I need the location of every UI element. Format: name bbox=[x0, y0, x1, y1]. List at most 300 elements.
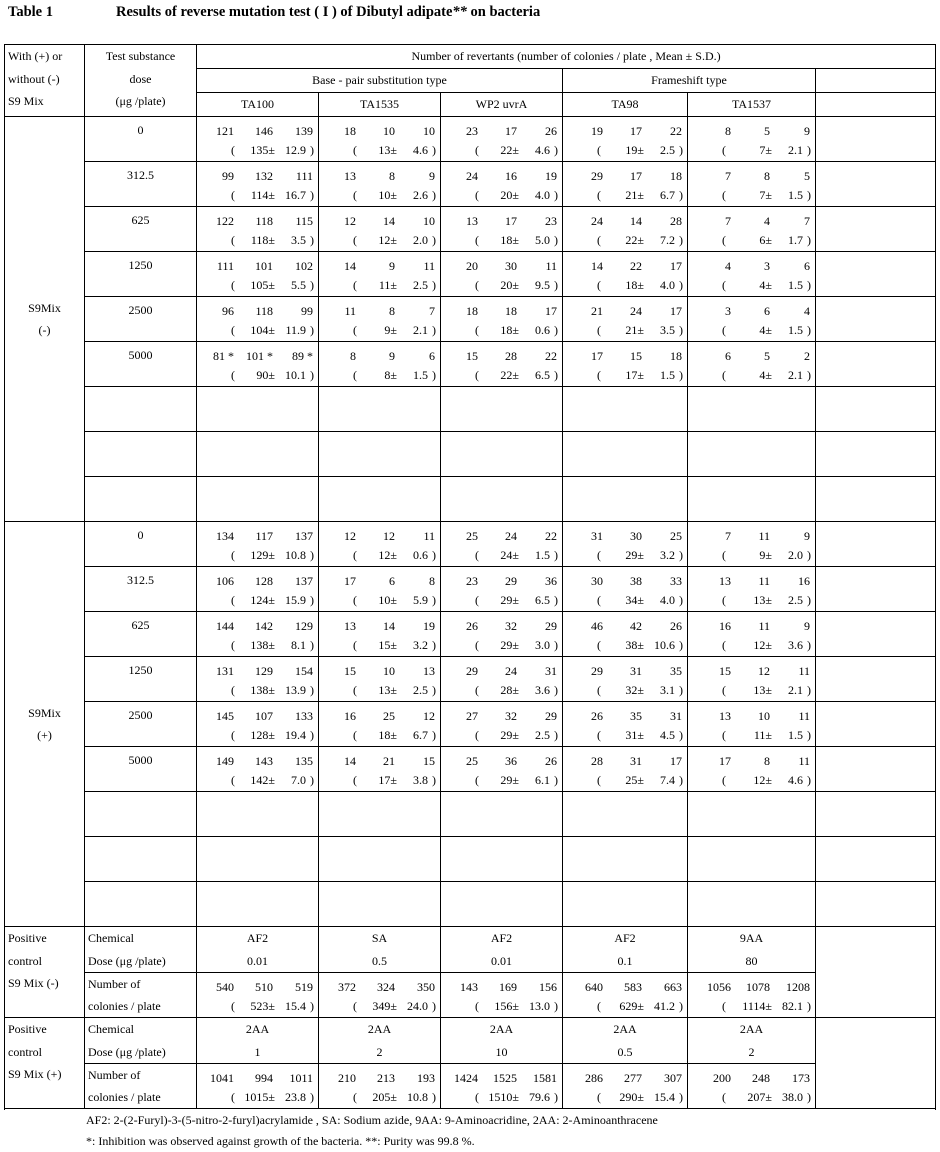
mean-sd bbox=[708, 142, 803, 158]
plate-count: 8 bbox=[429, 574, 435, 588]
result-cell bbox=[319, 297, 441, 342]
plate-count: 6 bbox=[725, 349, 731, 363]
plate-count: 31 bbox=[630, 754, 642, 768]
pc-chemical: AF2 bbox=[441, 927, 563, 950]
plus-minus: ± bbox=[268, 999, 278, 1013]
plus-minus: ± bbox=[390, 143, 400, 157]
mean-value: 7 bbox=[759, 188, 766, 202]
sd-value: 3.6 bbox=[788, 638, 803, 652]
plate-count: 99 bbox=[222, 169, 234, 183]
plus-minus: ± bbox=[512, 548, 522, 562]
mean-sd bbox=[333, 142, 428, 158]
close-paren: ) bbox=[310, 143, 314, 157]
mean-value: 18 bbox=[625, 278, 638, 292]
open-paren: ( bbox=[475, 188, 479, 202]
plus-minus: ± bbox=[765, 773, 775, 787]
plus-minus: ± bbox=[390, 188, 400, 202]
empty-cell bbox=[816, 207, 936, 252]
s9-header: With (+) or without (-) S9 Mix bbox=[5, 45, 85, 117]
empty-cell bbox=[816, 792, 936, 837]
mean-sd bbox=[455, 592, 550, 608]
close-paren: ) bbox=[432, 188, 436, 202]
plate-count: 29 bbox=[591, 664, 603, 678]
sd-value: 10.8 bbox=[285, 548, 306, 562]
dose-cell: 5000 bbox=[85, 342, 197, 387]
table-row bbox=[5, 612, 936, 657]
close-paren: ) bbox=[310, 683, 314, 697]
open-paren: ( bbox=[353, 188, 357, 202]
result-cell bbox=[319, 252, 441, 297]
table-title bbox=[8, 4, 540, 21]
plate-count: 30 bbox=[505, 259, 517, 273]
plate-count: 307 bbox=[664, 1071, 682, 1085]
mean-sd bbox=[333, 322, 428, 338]
pc-label-line: control bbox=[8, 1044, 42, 1059]
mean-sd bbox=[708, 998, 803, 1014]
mean-sd bbox=[333, 187, 428, 203]
result-cell bbox=[563, 342, 688, 387]
mean-sd bbox=[211, 682, 306, 698]
dose-cell: 5000 bbox=[85, 747, 197, 792]
open-paren: ( bbox=[231, 999, 235, 1013]
plus-minus: ± bbox=[637, 233, 647, 247]
mean-sd bbox=[211, 187, 306, 203]
close-paren: ) bbox=[807, 728, 811, 742]
sd-value: 10.1 bbox=[285, 368, 306, 382]
close-paren: ) bbox=[679, 728, 683, 742]
open-paren: ( bbox=[231, 188, 235, 202]
result-cell bbox=[563, 477, 688, 522]
close-paren: ) bbox=[554, 278, 558, 292]
footnotes bbox=[86, 1110, 658, 1152]
dose-cell bbox=[85, 792, 197, 837]
table-row bbox=[5, 657, 936, 702]
pc-result-cell bbox=[563, 1064, 688, 1109]
empty-cell bbox=[816, 522, 936, 567]
mean-sd bbox=[333, 772, 428, 788]
result-cell bbox=[197, 657, 319, 702]
close-paren: ) bbox=[679, 323, 683, 337]
mean-sd bbox=[211, 322, 306, 338]
result-cell bbox=[319, 207, 441, 252]
result-cell bbox=[441, 837, 563, 882]
result-cell bbox=[441, 297, 563, 342]
plate-count: 210 bbox=[338, 1071, 356, 1085]
sd-value: 12.9 bbox=[285, 143, 306, 157]
plus-minus: ± bbox=[637, 1090, 647, 1104]
sd-value: 0.6 bbox=[535, 323, 550, 337]
mean-sd bbox=[333, 727, 428, 743]
sd-value: 24.0 bbox=[407, 999, 428, 1013]
plate-count: 36 bbox=[545, 574, 557, 588]
mean-value: 523 bbox=[250, 999, 269, 1013]
dose-cell bbox=[85, 387, 197, 432]
pc-dose: 0.01 bbox=[197, 950, 319, 973]
sd-value: 38.0 bbox=[782, 1090, 803, 1104]
table-row bbox=[5, 162, 936, 207]
plate-count: 4 bbox=[725, 259, 731, 273]
plus-minus: ± bbox=[637, 593, 647, 607]
mean-value: 105 bbox=[250, 278, 269, 292]
mean-sd bbox=[333, 592, 428, 608]
plate-count: 23 bbox=[466, 574, 478, 588]
mean-value: 12 bbox=[378, 548, 391, 562]
plate-count: 9 bbox=[804, 619, 810, 633]
mean-sd bbox=[580, 232, 675, 248]
empty-cell bbox=[816, 882, 936, 927]
s9-group-label bbox=[5, 117, 85, 522]
plate-count: 24 bbox=[505, 529, 517, 543]
plate-count: 29 bbox=[591, 169, 603, 183]
mean-value: 9 bbox=[384, 323, 391, 337]
plate-count: 144 bbox=[216, 619, 234, 633]
close-paren: ) bbox=[554, 188, 558, 202]
open-paren: ( bbox=[597, 728, 601, 742]
plate-count: 6 bbox=[389, 574, 395, 588]
mean-sd bbox=[580, 682, 675, 698]
open-paren: ( bbox=[597, 683, 601, 697]
close-paren: ) bbox=[807, 278, 811, 292]
close-paren: ) bbox=[807, 143, 811, 157]
result-cell bbox=[197, 882, 319, 927]
result-cell bbox=[563, 387, 688, 432]
result-cell bbox=[563, 612, 688, 657]
footnote-asterisks: *: Inhibition was observed against growth of the bacteria. **: Purity was 99.8 %. bbox=[86, 1134, 475, 1148]
close-paren: ) bbox=[807, 548, 811, 562]
dose-cell bbox=[85, 477, 197, 522]
plus-minus: ± bbox=[512, 683, 522, 697]
sd-value: 4.5 bbox=[660, 728, 675, 742]
open-paren: ( bbox=[722, 548, 726, 562]
pc-colonies-row bbox=[5, 1064, 936, 1109]
pc-result-cell bbox=[197, 973, 319, 1018]
pc-chemical: 2AA bbox=[319, 1018, 441, 1041]
open-paren: ( bbox=[722, 323, 726, 337]
close-paren: ) bbox=[679, 278, 683, 292]
open-paren: ( bbox=[597, 638, 601, 652]
empty-cell bbox=[816, 927, 936, 1018]
mean-sd bbox=[708, 727, 803, 743]
plate-count: 111 bbox=[216, 259, 234, 273]
mean-value: 17 bbox=[625, 368, 638, 382]
open-paren: ( bbox=[353, 368, 357, 382]
sd-value: 2.0 bbox=[788, 548, 803, 562]
plate-count: 26 bbox=[545, 754, 557, 768]
mean-value: 29 bbox=[500, 773, 513, 787]
open-paren: ( bbox=[597, 548, 601, 562]
plate-count: 8 bbox=[389, 169, 395, 183]
mean-sd bbox=[211, 142, 306, 158]
plate-count: 2 bbox=[804, 349, 810, 363]
plate-count: 117 bbox=[255, 529, 273, 543]
mean-value: 22 bbox=[500, 143, 513, 157]
result-cell bbox=[197, 747, 319, 792]
result-cell bbox=[197, 567, 319, 612]
sd-value: 11.9 bbox=[285, 323, 306, 337]
plate-count: 30 bbox=[591, 574, 603, 588]
table-row bbox=[5, 522, 936, 567]
open-paren: ( bbox=[353, 1090, 357, 1104]
empty-cell bbox=[816, 432, 936, 477]
open-paren: ( bbox=[722, 188, 726, 202]
result-cell bbox=[688, 657, 816, 702]
plus-minus: ± bbox=[637, 323, 647, 337]
close-paren: ) bbox=[310, 188, 314, 202]
open-paren: ( bbox=[475, 683, 479, 697]
mean-sd bbox=[455, 277, 550, 293]
dose-cell: 1250 bbox=[85, 657, 197, 702]
plate-count: 16 bbox=[798, 574, 810, 588]
result-cell bbox=[319, 792, 441, 837]
plate-count: 5 bbox=[764, 124, 770, 138]
sd-value: 1.5 bbox=[535, 548, 550, 562]
result-cell bbox=[441, 252, 563, 297]
plus-minus: ± bbox=[512, 638, 522, 652]
pc-result-cell bbox=[563, 973, 688, 1018]
mean-value: 4 bbox=[759, 323, 766, 337]
result-cell bbox=[563, 837, 688, 882]
result-cell bbox=[441, 432, 563, 477]
plate-count: 11 bbox=[423, 259, 435, 273]
pc-dose: 0.01 bbox=[441, 950, 563, 973]
title-asterisks: ** bbox=[452, 4, 467, 20]
plate-count: 510 bbox=[255, 980, 273, 994]
result-cell bbox=[197, 252, 319, 297]
plate-count: 3 bbox=[725, 304, 731, 318]
mean-value: 29 bbox=[500, 593, 513, 607]
table-row bbox=[5, 792, 936, 837]
plate-count: 18 bbox=[670, 169, 682, 183]
result-cell bbox=[197, 837, 319, 882]
plate-count: 1056 bbox=[707, 980, 731, 994]
close-paren: ) bbox=[432, 1090, 436, 1104]
empty-cell bbox=[816, 387, 936, 432]
plate-count: 154 bbox=[295, 664, 313, 678]
open-paren: ( bbox=[722, 593, 726, 607]
table-label: Table 1 bbox=[8, 4, 53, 20]
pc-colonies-row bbox=[5, 973, 936, 1018]
mean-value: 9 bbox=[759, 548, 766, 562]
pc-dose-label: Dose (μg /plate) bbox=[85, 950, 197, 973]
mean-sd bbox=[580, 592, 675, 608]
sd-value: 7.0 bbox=[291, 773, 306, 787]
table-row bbox=[5, 477, 936, 522]
mean-sd bbox=[455, 998, 550, 1014]
pc-result-cell bbox=[688, 1064, 816, 1109]
mean-sd bbox=[455, 637, 550, 653]
mean-value: 13 bbox=[753, 593, 766, 607]
sd-value: 4.6 bbox=[535, 143, 550, 157]
result-cell bbox=[319, 432, 441, 477]
pc-dose-row bbox=[5, 950, 936, 973]
mean-sd bbox=[455, 727, 550, 743]
empty-cell bbox=[816, 342, 936, 387]
plate-count: 146 bbox=[255, 124, 273, 138]
mean-value: 12 bbox=[378, 233, 391, 247]
result-cell bbox=[688, 432, 816, 477]
plate-count: 139 bbox=[295, 124, 313, 138]
plate-count: 372 bbox=[338, 980, 356, 994]
mean-value: 1015 bbox=[244, 1090, 269, 1104]
plate-count: 28 bbox=[670, 214, 682, 228]
plate-count: 17 bbox=[670, 259, 682, 273]
plate-count: 17 bbox=[545, 304, 557, 318]
plate-count: 20 bbox=[466, 259, 478, 273]
mean-sd bbox=[708, 682, 803, 698]
sd-value: 1.5 bbox=[413, 368, 428, 382]
mean-sd bbox=[211, 547, 306, 563]
plate-count: 5 bbox=[764, 349, 770, 363]
plus-minus: ± bbox=[637, 278, 647, 292]
pc-chemical-row bbox=[5, 1018, 936, 1041]
dose-cell: 312.5 bbox=[85, 567, 197, 612]
plate-count: 31 bbox=[591, 529, 603, 543]
plate-count: 137 bbox=[295, 574, 313, 588]
plate-count: 24 bbox=[630, 304, 642, 318]
plate-count: 6 bbox=[804, 259, 810, 273]
pc-label-line: Positive bbox=[8, 931, 47, 945]
plate-count: 15 bbox=[630, 349, 642, 363]
open-paren: ( bbox=[475, 773, 479, 787]
plate-count: 9 bbox=[389, 259, 395, 273]
mean-sd bbox=[580, 277, 675, 293]
plate-count: 17 bbox=[344, 574, 356, 588]
plate-count: 26 bbox=[591, 709, 603, 723]
result-cell bbox=[688, 882, 816, 927]
close-paren: ) bbox=[554, 323, 558, 337]
close-paren: ) bbox=[310, 1090, 314, 1104]
mean-sd bbox=[211, 232, 306, 248]
result-cell bbox=[563, 792, 688, 837]
open-paren: ( bbox=[231, 278, 235, 292]
mean-sd bbox=[211, 772, 306, 788]
plate-count: 135 bbox=[295, 754, 313, 768]
pc-chemical: 2AA bbox=[563, 1018, 688, 1041]
plate-count: 107 bbox=[255, 709, 273, 723]
sd-value: 1.7 bbox=[788, 233, 803, 247]
mean-value: 10 bbox=[378, 593, 391, 607]
plus-minus: ± bbox=[268, 368, 278, 382]
plate-count: 22 bbox=[630, 259, 642, 273]
pc-colonies-label-line: colonies / plate bbox=[88, 999, 161, 1013]
plus-minus: ± bbox=[512, 323, 522, 337]
plate-count: 286 bbox=[585, 1071, 603, 1085]
result-cell bbox=[197, 342, 319, 387]
frameshift-header: Frameshift type bbox=[563, 69, 816, 93]
close-paren: ) bbox=[310, 548, 314, 562]
dose-header: Test substance dose (μg /plate) bbox=[85, 45, 197, 117]
close-paren: ) bbox=[432, 999, 436, 1013]
pc-dose: 0.5 bbox=[319, 950, 441, 973]
result-cell bbox=[688, 342, 816, 387]
mean-sd bbox=[455, 682, 550, 698]
open-paren: ( bbox=[722, 233, 726, 247]
plate-count: 11 bbox=[798, 754, 810, 768]
close-paren: ) bbox=[432, 593, 436, 607]
mean-sd bbox=[708, 367, 803, 383]
plate-count: 22 bbox=[670, 124, 682, 138]
mean-value: 15 bbox=[378, 638, 391, 652]
plate-count: 10 bbox=[423, 124, 435, 138]
open-paren: ( bbox=[722, 368, 726, 382]
result-cell bbox=[441, 207, 563, 252]
mean-value: 124 bbox=[250, 593, 269, 607]
open-paren: ( bbox=[353, 683, 357, 697]
sd-value: 6.7 bbox=[413, 728, 428, 742]
close-paren: ) bbox=[807, 593, 811, 607]
sd-value: 4.0 bbox=[660, 278, 675, 292]
result-cell bbox=[688, 837, 816, 882]
plate-count: 21 bbox=[591, 304, 603, 318]
plate-count: 1525 bbox=[493, 1071, 517, 1085]
sd-value: 4.6 bbox=[788, 773, 803, 787]
mean-sd bbox=[455, 367, 550, 383]
sd-value: 2.1 bbox=[788, 368, 803, 382]
mean-sd bbox=[708, 1089, 803, 1105]
result-cell bbox=[441, 792, 563, 837]
result-cell bbox=[441, 522, 563, 567]
close-paren: ) bbox=[432, 278, 436, 292]
pc-colonies-label bbox=[85, 1064, 197, 1109]
mean-sd bbox=[211, 998, 306, 1014]
plate-count: 8 bbox=[764, 169, 770, 183]
empty-header-cell bbox=[816, 69, 936, 93]
plus-minus: ± bbox=[637, 188, 647, 202]
mean-sd bbox=[708, 322, 803, 338]
mean-sd bbox=[580, 637, 675, 653]
s9mix-label: S9Mix bbox=[28, 301, 61, 315]
mean-sd bbox=[333, 682, 428, 698]
sd-value: 2.0 bbox=[413, 233, 428, 247]
empty-cell bbox=[816, 837, 936, 882]
plus-minus: ± bbox=[637, 683, 647, 697]
plus-minus: ± bbox=[637, 638, 647, 652]
sd-value: 4.0 bbox=[535, 188, 550, 202]
plus-minus: ± bbox=[765, 999, 775, 1013]
plus-minus: ± bbox=[390, 548, 400, 562]
plate-count: 102 bbox=[295, 259, 313, 273]
plus-minus: ± bbox=[390, 999, 400, 1013]
sd-value: 1.5 bbox=[788, 323, 803, 337]
mean-sd bbox=[580, 367, 675, 383]
pc-dose: 1 bbox=[197, 1041, 319, 1064]
close-paren: ) bbox=[554, 728, 558, 742]
mean-sd bbox=[708, 592, 803, 608]
plate-count: 19 bbox=[423, 619, 435, 633]
sd-value: 41.2 bbox=[654, 999, 675, 1013]
sd-value: 9.5 bbox=[535, 278, 550, 292]
open-paren: ( bbox=[722, 728, 726, 742]
plate-count: 36 bbox=[505, 754, 517, 768]
open-paren: ( bbox=[231, 593, 235, 607]
close-paren: ) bbox=[679, 773, 683, 787]
mean-sd bbox=[708, 277, 803, 293]
plate-count: 17 bbox=[670, 304, 682, 318]
plate-count: 9 bbox=[429, 169, 435, 183]
plate-count: 13 bbox=[466, 214, 478, 228]
sd-value: 15.4 bbox=[654, 1090, 675, 1104]
plus-minus: ± bbox=[765, 638, 775, 652]
plus-minus: ± bbox=[268, 728, 278, 742]
result-cell bbox=[197, 477, 319, 522]
pc-chemical-label: Chemical bbox=[85, 927, 197, 950]
plate-count: 540 bbox=[216, 980, 234, 994]
close-paren: ) bbox=[554, 548, 558, 562]
plate-count: 17 bbox=[591, 349, 603, 363]
sd-value: 2.6 bbox=[413, 188, 428, 202]
result-cell bbox=[441, 477, 563, 522]
result-cell bbox=[688, 387, 816, 432]
